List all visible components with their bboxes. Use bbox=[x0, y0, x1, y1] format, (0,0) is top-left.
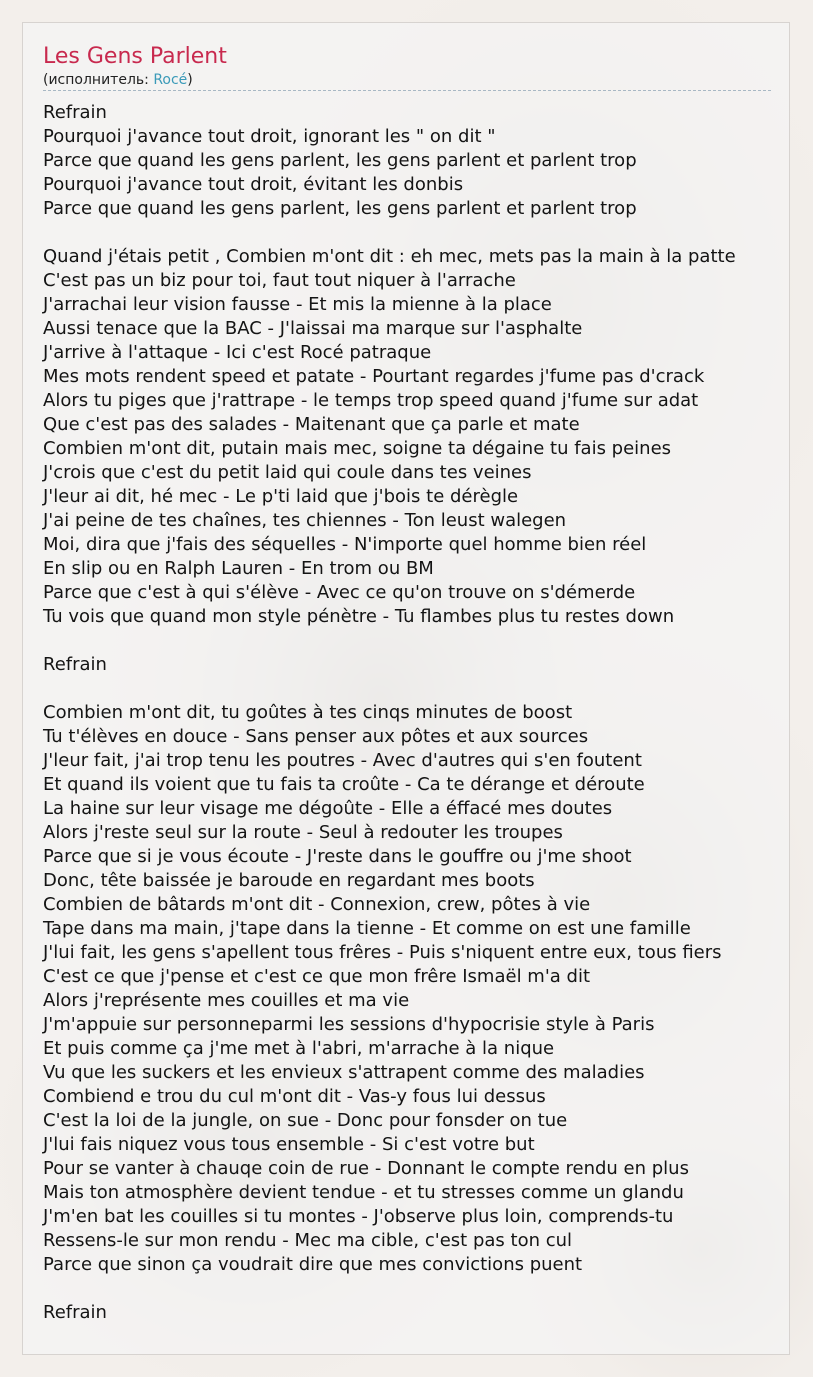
lyric-blank-line bbox=[43, 1277, 813, 1301]
lyric-line: Alors j'représente mes couilles et ma vie bbox=[43, 990, 410, 1011]
performer-line bbox=[43, 71, 193, 89]
lyric-blank-line bbox=[43, 677, 813, 701]
performer-link[interactable]: Rocé bbox=[153, 72, 188, 88]
title-divider bbox=[43, 90, 771, 91]
lyric-line: Combien m'ont dit, putain mais mec, soigne ta dégaine tu fais peines bbox=[43, 438, 672, 459]
lyric-line: C'est pas un biz pour toi, faut tout niquer à l'arrache bbox=[43, 270, 516, 291]
lyric-line: Combiend e trou du cul m'ont dit - Vas-y fous lui dessus bbox=[43, 1086, 546, 1107]
lyric-line: Alors j'reste seul sur la route - Seul à redouter les troupes bbox=[43, 822, 563, 843]
lyric-line: Et puis comme ça j'me met à l'abri, m'arrache à la nique bbox=[43, 1038, 555, 1059]
lyric-line: Mais ton atmosphère devient tendue - et tu stresses comme un glandu bbox=[43, 1182, 684, 1203]
lyric-line: Refrain bbox=[43, 654, 107, 675]
lyric-line: Parce que quand les gens parlent, les gens parlent et parlent trop bbox=[43, 150, 637, 171]
lyric-blank-line bbox=[43, 221, 813, 245]
lyric-line: J'leur ai dit, hé mec - Le p'ti laid que j'bois te dérègle bbox=[43, 486, 519, 507]
lyric-line: Mes mots rendent speed et patate - Pourtant regardes j'fume pas d'crack bbox=[43, 366, 705, 387]
lyrics-card bbox=[22, 22, 790, 1355]
lyric-line: C'est ce que j'pense et c'est ce que mon frêre Ismaël m'a dit bbox=[43, 966, 591, 987]
lyric-line: En slip ou en Ralph Lauren - En trom ou BM bbox=[43, 558, 434, 579]
performer-suffix: ) bbox=[187, 72, 193, 88]
lyrics-text bbox=[43, 101, 813, 1325]
lyric-line: Tu vois que quand mon style pénètre - Tu flambes plus tu restes down bbox=[43, 606, 675, 627]
lyric-line: Ressens-le sur mon rendu - Mec ma cible, c'est pas ton cul bbox=[43, 1230, 573, 1251]
lyric-line: J'lui fais niquez vous tous ensemble - Si c'est votre but bbox=[43, 1134, 535, 1155]
lyric-line: Parce que si je vous écoute - J'reste dans le gouffre ou j'me shoot bbox=[43, 846, 632, 867]
lyric-line: Tu t'élèves en douce - Sans penser aux pôtes et aux sources bbox=[43, 726, 589, 747]
lyric-line: Refrain bbox=[43, 1302, 107, 1323]
performer-prefix: (исполнитель: bbox=[43, 72, 154, 88]
lyric-line: Combien de bâtards m'ont dit - Connexion, crew, pôtes à vie bbox=[43, 894, 591, 915]
lyric-line: Pourquoi j'avance tout droit, évitant les donbis bbox=[43, 174, 464, 195]
lyric-line: J'arrive à l'attaque - Ici c'est Rocé patraque bbox=[43, 342, 432, 363]
lyric-line: Donc, tête baissée je baroude en regardant mes boots bbox=[43, 870, 535, 891]
lyric-line: La haine sur leur visage me dégoûte - Elle a éffacé mes doutes bbox=[43, 798, 613, 819]
lyric-line: Refrain bbox=[43, 102, 107, 123]
lyric-line: Alors tu piges que j'rattrape - le temps trop speed quand j'fume sur adat bbox=[43, 390, 699, 411]
lyric-line: Pourquoi j'avance tout droit, ignorant les " on dit " bbox=[43, 126, 496, 147]
lyric-line: Parce que c'est à qui s'élève - Avec ce qu'on trouve on s'démerde bbox=[43, 582, 636, 603]
lyric-line: Combien m'ont dit, tu goûtes à tes cinqs minutes de boost bbox=[43, 702, 573, 723]
lyric-line: Vu que les suckers et les envieux s'attrapent comme des maladies bbox=[43, 1062, 645, 1083]
lyric-line: J'leur fait, j'ai trop tenu les poutres - Avec d'autres qui s'en foutent bbox=[43, 750, 642, 771]
song-title: Les Gens Parlent bbox=[43, 44, 227, 69]
lyric-line: Parce que quand les gens parlent, les gens parlent et parlent trop bbox=[43, 198, 637, 219]
lyric-line: J'arrachai leur vision fausse - Et mis la mienne à la place bbox=[43, 294, 552, 315]
lyric-line: J'lui fait, les gens s'apellent tous frêres - Puis s'niquent entre eux, tous fiers bbox=[43, 942, 722, 963]
lyric-line: Et quand ils voient que tu fais ta croûte - Ca te dérange et déroute bbox=[43, 774, 645, 795]
lyric-line: Tape dans ma main, j'tape dans la tienne - Et comme on est une famille bbox=[43, 918, 691, 939]
lyric-line: J'm'en bat les couilles si tu montes - J'observe plus loin, comprends-tu bbox=[43, 1206, 674, 1227]
lyric-line: C'est la loi de la jungle, on sue - Donc pour fonsder on tue bbox=[43, 1110, 568, 1131]
lyric-line: Moi, dira que j'fais des séquelles - N'importe quel homme bien réel bbox=[43, 534, 647, 555]
lyric-line: Quand j'étais petit , Combien m'ont dit : eh mec, mets pas la main à la patte bbox=[43, 246, 736, 267]
lyric-blank-line bbox=[43, 629, 813, 653]
lyric-line: J'm'appuie sur personneparmi les sessions d'hypocrisie style à Paris bbox=[43, 1014, 655, 1035]
lyric-line: Aussi tenace que la BAC - J'laissai ma marque sur l'asphalte bbox=[43, 318, 583, 339]
lyric-line: J'ai peine de tes chaînes, tes chiennes - Ton leust walegen bbox=[43, 510, 567, 531]
lyric-line: Que c'est pas des salades - Maitenant que ça parle et mate bbox=[43, 414, 580, 435]
lyric-line: Pour se vanter à chauqe coin de rue - Donnant le compte rendu en plus bbox=[43, 1158, 689, 1179]
lyric-line: J'crois que c'est du petit laid qui coule dans tes veines bbox=[43, 462, 532, 483]
lyric-line: Parce que sinon ça voudrait dire que mes convictions puent bbox=[43, 1254, 583, 1275]
